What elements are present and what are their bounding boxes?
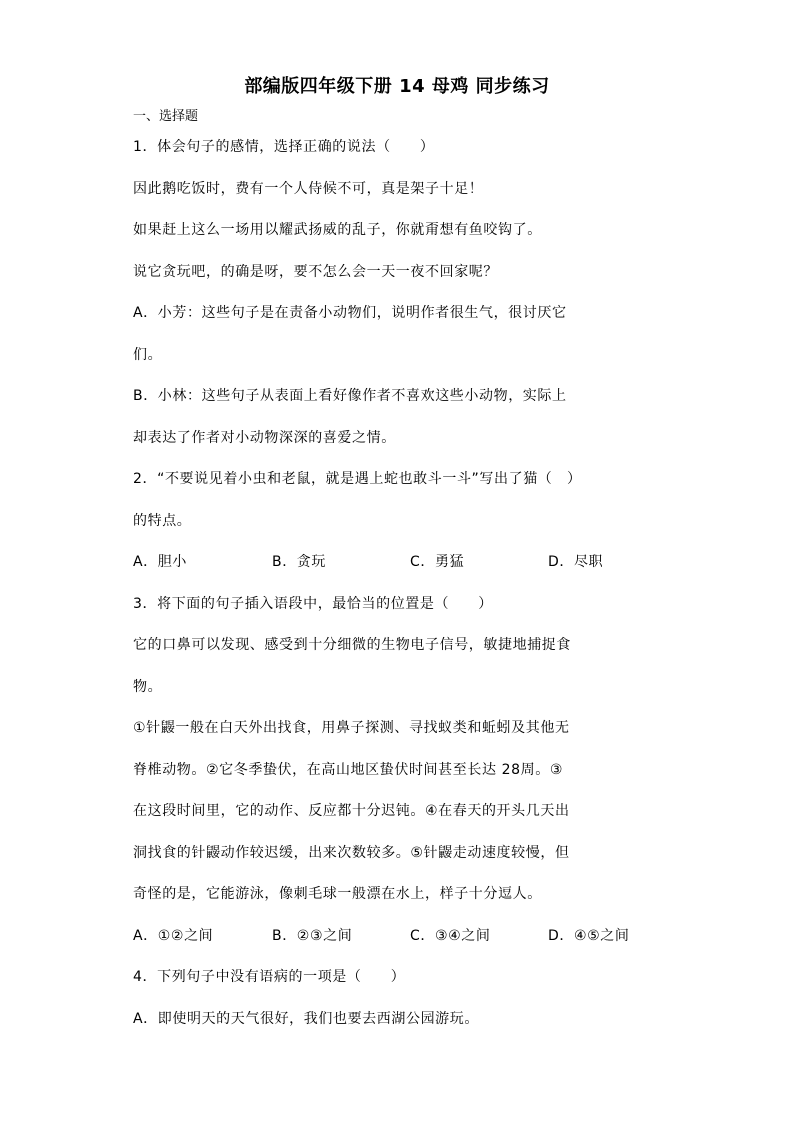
q1-sentence-1: 因此鹅吃饭时，费有一个人侍候不可，真是架子十足！ <box>133 181 484 197</box>
page-title: 部编版四年级下册 14 母鸡 同步练习 <box>244 76 550 97</box>
q1-option-a: A．小芳：这些句子是在责备小动物们，说明作者很生气，很讨厌它 <box>133 305 567 321</box>
q2-option-c: C．勇猛 <box>410 554 465 570</box>
q3-insert-sentence: 它的口鼻可以发现、感受到十分细微的生物电子信号，敏捷地捕捉食 <box>133 637 571 653</box>
q1-stem: 1．体会句子的感情，选择正确的说法（ ） <box>133 139 435 155</box>
q1-sentence-2: 如果赶上这么一场用以耀武扬威的乱子，你就甭想有鱼咬钩了。 <box>133 222 542 238</box>
q3-option-d: D．④⑤之间 <box>548 928 630 944</box>
q2-stem-cont: 的特点。 <box>133 513 192 529</box>
q2-option-b: B．贪玩 <box>272 554 327 570</box>
q3-option-c: C．③④之间 <box>410 928 491 944</box>
q1-option-b-cont: 却表达了作者对小动物深深的喜爱之情。 <box>133 430 396 446</box>
q3-passage-line-1: ①针鼹一般在白天外出找食，用鼻子探测、寻找蚁类和蚯蚓及其他无 <box>133 720 570 736</box>
q3-passage-line-2: 脊椎动物。②它冬季蛰伏，在高山地区蛰伏时间甚至长达 28周。③ <box>133 762 563 778</box>
q3-option-a: A．①②之间 <box>133 928 214 944</box>
q3-passage-line-4: 洞找食的针鼹动作较迟缓，出来次数较多。⑤针鼹走动速度较慢，但 <box>133 845 570 861</box>
q3-passage-line-3: 在这段时间里，它的动作、反应都十分迟钝。④在春天的开头几天出 <box>133 803 570 819</box>
q1-option-b: B．小林：这些句子从表面上看好像作者不喜欢这些小动物，实际上 <box>133 388 567 404</box>
q1-option-a-cont: 们。 <box>133 347 163 363</box>
section-heading: 一、选择题 <box>133 109 199 124</box>
q3-stem: 3．将下面的句子插入语段中，最恰当的位置是（ ） <box>133 596 493 612</box>
q3-option-b: B．②③之间 <box>272 928 353 944</box>
q4-option-a: A．即使明天的天气很好，我们也要去西湖公园游玩。 <box>133 1011 479 1027</box>
q3-insert-sentence-cont: 物。 <box>133 679 163 695</box>
q1-sentence-3: 说它贪玩吧，的确是呀，要不怎么会一天一夜不回家呢？ <box>133 264 498 280</box>
q2-option-d: D．尽职 <box>548 554 604 570</box>
q2-stem: 2．“不要说见着小虫和老鼠，就是遇上蛇也敢斗一斗”写出了猫（ ） <box>133 471 582 487</box>
q2-option-a: A．胆小 <box>133 554 187 570</box>
q4-stem: 4．下列句子中没有语病的一项是（ ） <box>133 969 406 985</box>
q3-passage-line-5: 奇怪的是，它能游泳，像刺毛球一般漂在水上，样子十分逗人。 <box>133 886 542 902</box>
